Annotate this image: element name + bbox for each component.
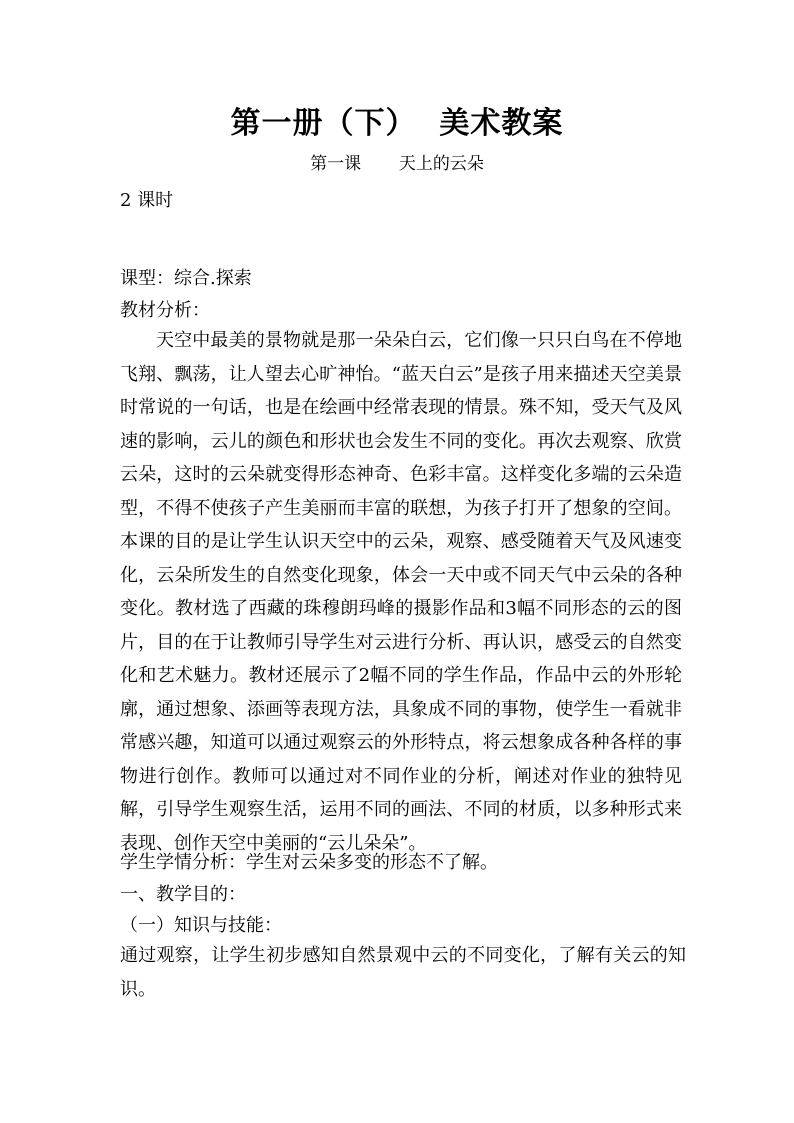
class-hours: 2 课时 (120, 190, 174, 211)
lesson-subtitle: 第一课 天上的云朵 (310, 154, 484, 174)
lesson-type: 课型：综合.探索 (120, 268, 252, 289)
knowledge-paragraph: 通过观察，让学生初步感知自然景观中云的不同变化，了解有关云的知识。 (120, 945, 686, 1000)
section-heading-objectives: 一、教学目的： (120, 884, 246, 905)
analysis-heading: 教材分析： (120, 300, 210, 321)
document-title: 第一册（下） 美术教案 (230, 106, 564, 141)
analysis-paragraph: 天空中最美的景物就是那一朵朵白云，它们像一只只白鸟在不停地飞翔、飘荡，让人望去心旷神怡。“蓝天白云”是孩子用来描述天空美景时常说的一句话，也是在绘画中经常表现的情景。殊不知，受天气及风速的影响，云儿的颜色和形状也会发生不同的变化。再次去观察、欣赏云朵，这时的云朵就变得形态神奇、色彩丰富。这样变化多端的云朵造型，不得不使孩子产生美丽而丰富的联想，为孩子打开了想象的空间。本课的目的是让学生认识天空中的云朵，观察、感受随着天气及风速变化，云朵所发生的自然变化现象，体会一天中或不同天气中云朵的各种变化。教材选了西藏的珠穆朗玛峰的摄影作品和3幅不同形态的云的图片，目的在于让教师引导学生对云进行分析、再认识，感受云的自然变化和艺术魅力。教材还展示了2幅不同的学生作品，作品中云的外形轮廓，通过想象、添画等表现方法，具象成不同的事物，使学生一看就非常感兴趣，知道可以通过观察云的外形特点，将云想象成各种各样的事物进行创作。教师可以通过对不同作业的分析，阐述对作业的独特见解，引导学生观察生活，运用不同的画法、不同的材质，以多种形式来表现、创作天空中美丽的“云儿朵朵”。 (120, 330, 682, 854)
subsection-heading-knowledge: （一）知识与技能： (120, 915, 282, 936)
student-analysis: 学生学情分析：学生对云朵多变的形态不了解。 (120, 852, 498, 873)
